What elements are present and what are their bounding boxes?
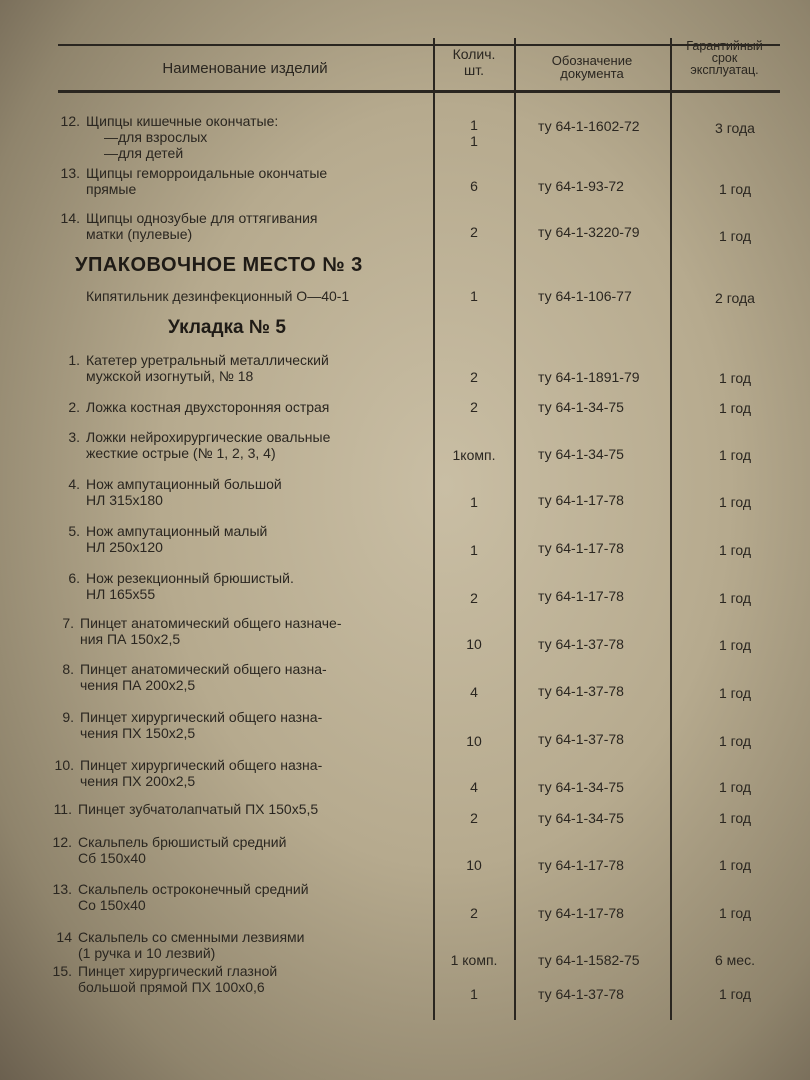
item-number: 13. (60, 165, 80, 181)
item-quantity: 2 (470, 590, 478, 606)
item-warranty: 1 год (718, 400, 752, 416)
item-quantity: 1 (470, 986, 478, 1002)
item-warranty: 1 год (718, 228, 752, 244)
item-name: Пинцет анатомический общего назначе- (80, 615, 342, 631)
item-name: прямые (86, 181, 137, 197)
item-warranty: 1 год (718, 637, 752, 653)
item-quantity: 2 (470, 224, 478, 240)
item-warranty: 1 год (718, 810, 752, 826)
item-warranty: 1 год (718, 542, 752, 558)
column-divider (514, 38, 516, 1020)
item-name: Нож резекционный брюшистый. (86, 570, 294, 586)
item-document: ту 64-1-37-78 (538, 636, 624, 652)
column-divider (433, 38, 435, 1020)
item-name: Скальпель со сменными лезвиями (78, 929, 305, 945)
item-warranty: 1 год (718, 857, 752, 873)
item-number: 14. (60, 210, 80, 226)
item-number: 10. (54, 757, 74, 773)
item-document: ту 64-1-1891-79 (538, 369, 640, 385)
item-name: большой прямой ПХ 100х0,6 (78, 979, 265, 995)
item-name: Пинцет хирургический общего назна- (80, 709, 323, 725)
item-quantity: 1 (470, 117, 478, 133)
item-document: ту 64-1-93-72 (538, 178, 624, 194)
item-name: Пинцет хирургический общего назна- (80, 757, 323, 773)
item-quantity: 1 (470, 494, 478, 510)
item-name: НЛ 250х120 (86, 539, 163, 555)
item-name: НЛ 315х180 (86, 492, 163, 508)
item-quantity: 2 (470, 905, 478, 921)
item-number: 5. (68, 523, 80, 539)
header-name-column: Наименование изделий (162, 60, 328, 77)
item-document: ту 64-1-37-78 (538, 731, 624, 747)
item-quantity: 2 (470, 399, 478, 415)
item-name: —для взрослых (104, 129, 208, 145)
item-warranty: 1 год (718, 779, 752, 795)
item-warranty: 1 год (718, 370, 752, 386)
item-document: ту 64-1-1602-72 (538, 118, 640, 134)
item-quantity: 1 (470, 288, 478, 304)
item-name: Ложка костная двухсторонняя острая (86, 399, 330, 415)
header-warranty-column: Гарантийный срок эксплуатац. (686, 39, 763, 77)
item-warranty: 2 года (715, 290, 755, 306)
item-warranty: 1 год (718, 986, 752, 1002)
item-warranty: 1 год (718, 733, 752, 749)
item-name: Щипцы однозубые для оттягивания (86, 210, 318, 226)
item-warranty: 1 год (718, 494, 752, 510)
item-quantity: 1 комп. (450, 952, 498, 968)
item-name: жесткие острые (№ 1, 2, 3, 4) (86, 445, 276, 461)
item-quantity: 10 (466, 636, 482, 652)
header-document-column: Обозначение документа (551, 53, 633, 81)
item-document: ту 64-1-17-78 (538, 540, 624, 556)
item-name: Со 150х40 (78, 897, 146, 913)
item-name: Щипцы геморроидальные окончатые (86, 165, 328, 181)
item-document: ту 64-1-106-77 (538, 288, 632, 304)
item-quantity: 4 (470, 779, 478, 795)
item-warranty: 1 год (718, 447, 752, 463)
item-number: 12. (60, 113, 80, 129)
item-quantity: 4 (470, 684, 478, 700)
item-warranty: 1 год (718, 905, 752, 921)
item-document: ту 64-1-3220-79 (538, 224, 640, 240)
item-quantity: 1комп. (452, 447, 496, 463)
item-name: Кипятильник дезинфекционный О—40-1 (86, 288, 350, 304)
item-quantity: 2 (470, 810, 478, 826)
item-document: ту 64-1-34-75 (538, 446, 624, 462)
item-name: (1 ручка и 10 лезвий) (78, 945, 216, 961)
item-name: —для детей (104, 145, 184, 161)
item-document: ту 64-1-17-78 (538, 588, 624, 604)
item-name: Катетер уретральный металлический (86, 352, 329, 368)
item-document: ту 64-1-34-75 (538, 779, 624, 795)
header-quantity-column: Колич. шт. (452, 46, 496, 78)
item-quantity: 10 (466, 733, 482, 749)
item-name: Щипцы кишечные окончатые: (86, 113, 279, 129)
item-name: чения ПХ 150х2,5 (80, 725, 196, 741)
item-name: Пинцет анатомический общего назна- (80, 661, 327, 677)
item-name: мужской изогнутый, № 18 (86, 368, 254, 384)
item-name: чения ПХ 200х2,5 (80, 773, 196, 789)
item-name: ния ПА 150х2,5 (80, 631, 181, 647)
item-number: 15. (52, 963, 72, 979)
item-number: 13. (52, 881, 72, 897)
item-number: 7. (62, 615, 74, 631)
item-number: 11. (53, 801, 72, 817)
item-quantity: 1 (470, 133, 478, 149)
item-name: Пинцет зубчатолапчатый ПХ 150х5,5 (78, 801, 319, 817)
item-number: 6. (68, 570, 80, 586)
item-warranty: 3 года (715, 120, 755, 136)
item-warranty: 6 мес. (715, 952, 755, 968)
section-heading-kit: Укладка № 5 (168, 317, 286, 338)
item-quantity: 2 (470, 369, 478, 385)
item-number: 4. (68, 476, 80, 492)
item-quantity: 1 (470, 542, 478, 558)
item-warranty: 1 год (718, 590, 752, 606)
item-document: ту 64-1-1582-75 (538, 952, 640, 968)
item-document: ту 64-1-17-78 (538, 492, 624, 508)
item-document: ту 64-1-37-78 (538, 986, 624, 1002)
item-name: НЛ 165х55 (86, 586, 156, 602)
item-name: Нож ампутационный большой (86, 476, 282, 492)
item-number: 8. (62, 661, 74, 677)
item-number: 3. (68, 429, 80, 445)
item-name: Пинцет хирургический глазной (78, 963, 278, 979)
section-heading-packing: УПАКОВОЧНОЕ МЕСТО № 3 (75, 254, 363, 276)
item-document: ту 64-1-17-78 (538, 857, 624, 873)
item-name: Скальпель остроконечный средний (78, 881, 309, 897)
item-name: Нож ампутационный малый (86, 523, 268, 539)
item-number: 1. (68, 352, 80, 368)
item-name: чения ПА 200х2,5 (80, 677, 196, 693)
item-number: 2. (68, 399, 80, 415)
item-number: 9. (62, 709, 74, 725)
item-name: Скальпель брюшистый средний (78, 834, 287, 850)
item-warranty: 1 год (718, 181, 752, 197)
item-quantity: 6 (470, 178, 478, 194)
item-document: ту 64-1-17-78 (538, 905, 624, 921)
item-quantity: 10 (466, 857, 482, 873)
item-number: 12. (52, 834, 72, 850)
item-warranty: 1 год (718, 685, 752, 701)
item-number: 14 (56, 929, 72, 945)
item-name: матки (пулевые) (86, 226, 193, 242)
item-document: ту 64-1-34-75 (538, 399, 624, 415)
item-document: ту 64-1-34-75 (538, 810, 624, 826)
item-document: ту 64-1-37-78 (538, 683, 624, 699)
item-name: Сб 150х40 (78, 850, 146, 866)
item-name: Ложки нейрохирургические овальные (86, 429, 331, 445)
